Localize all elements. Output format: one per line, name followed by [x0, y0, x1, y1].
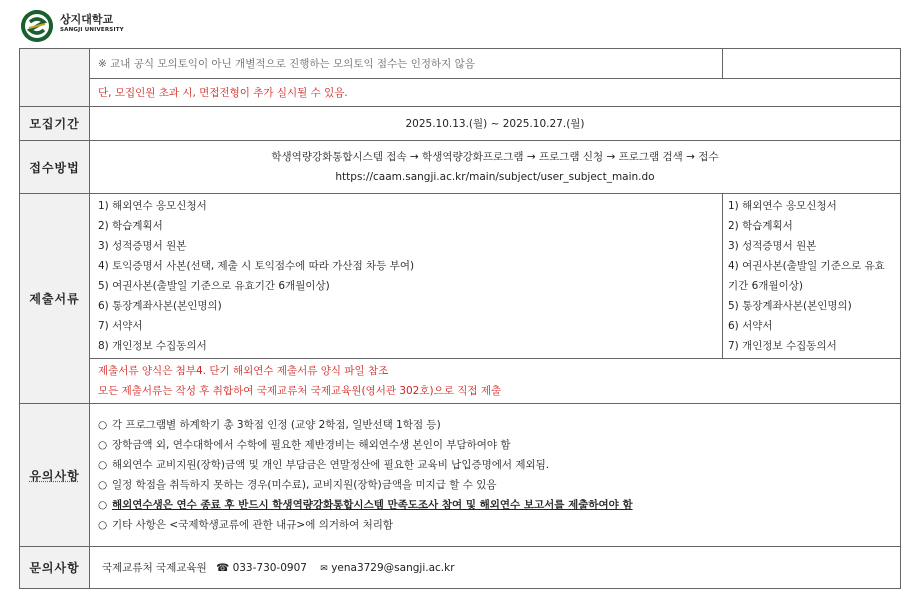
list-item: 3) 성적증명서 원본: [728, 240, 817, 252]
list-item: 5) 여권사본(출발일 기준으로 유효기간 6개월이상): [98, 280, 330, 292]
bullet-icon: ○: [98, 479, 108, 491]
documents-list-left: [90, 194, 723, 359]
recruitment-table: [19, 48, 901, 589]
bullet-icon: ○: [98, 439, 108, 451]
list-item: 7) 서약서: [98, 320, 143, 332]
documents-submit-note: 모든 제출서류는 작성 후 취합하여 국제교류처 국제교육원(영서관 302호)으로 직접 제출: [98, 385, 502, 397]
method-label: 접수방법: [20, 141, 90, 194]
university-name-en: SANGJI UNIVERSITY: [60, 27, 124, 33]
documents-label: 제출서류: [20, 194, 90, 404]
list-item: 기간 6개월이상): [728, 280, 803, 292]
period-value: 2025.10.13.(월) ~ 2025.10.27.(월): [90, 107, 901, 141]
logo-text: [60, 13, 124, 34]
list-item: ○ 각 프로그램별 하계학기 총 3학점 인정 (교양 2학점, 일반선택 1학점 등): [90, 415, 900, 435]
label-cell-empty: [20, 49, 90, 107]
list-item: 5) 통장계좌사본(본인명의): [728, 300, 852, 312]
contact-label: 문의사항: [20, 547, 90, 589]
table-row-note: [20, 49, 901, 79]
documents-list-right: [723, 194, 901, 359]
contact-office: 국제교류처 국제교육원: [102, 561, 207, 574]
table-row-documents: [20, 194, 901, 359]
list-item: ○ 해외연수생은 연수 종료 후 반드시 학생역량강화통합시스템 만족도조사 참여 및 해외연수 보고서를 제출하여야 함: [90, 495, 900, 515]
method-url[interactable]: https://caam.sangji.ac.kr/main/subject/user_subject_main.do: [335, 171, 655, 183]
contact-email[interactable]: yena3729@sangji.ac.kr: [331, 561, 455, 574]
table-row-notes: [20, 404, 901, 547]
notes-list: [90, 404, 901, 547]
contact-phone[interactable]: 033-730-0907: [232, 561, 307, 574]
interview-note: 단, 모집인원 초과 시, 면접전형이 추가 실시될 수 있음.: [98, 86, 348, 99]
phone-icon: ☎: [216, 561, 230, 574]
list-item: ○ 기타 사항은 <국제학생교류에 관한 내규>에 의거하여 처리함: [90, 515, 900, 535]
documents-form-note: 제출서류 양식은 첨부4. 단기 해외연수 제출서류 양식 파일 참조: [98, 365, 389, 377]
toeic-note: ※ 교내 공식 모의토익이 아닌 개별적으로 진행하는 모의토익 점수는 인정하지 않음: [98, 57, 475, 70]
bullet-icon: ○: [98, 419, 108, 431]
bullet-icon: ○: [98, 519, 108, 531]
list-item: 2) 학습계획서: [98, 220, 163, 232]
table-row-red-note: [20, 79, 901, 107]
bullet-icon: ○: [98, 499, 108, 511]
page-header: [0, 0, 920, 48]
list-item: 1) 해외연수 응모신청서: [98, 200, 207, 212]
method-steps: 학생역량강화통합시스템 접속 → 학생역량강화프로그램 → 프로그램 신청 → 프로그램 검색 → 접수: [271, 151, 719, 163]
list-item: ○ 일정 학점을 취득하지 못하는 경우(미수료), 교비지원(장학)금액을 미지급 할 수 있음: [90, 475, 900, 495]
contact-info: [90, 547, 901, 589]
university-name-ko: 상지대학교: [60, 13, 114, 26]
list-item: 6) 통장계좌사본(본인명의): [98, 300, 222, 312]
notes-label: [20, 404, 90, 547]
logo-emblem-icon: [21, 10, 53, 42]
table-row-method: [20, 141, 901, 194]
mail-icon: ✉: [320, 563, 328, 574]
list-item: 2) 학습계획서: [728, 220, 793, 232]
table-row-period: [20, 107, 901, 141]
list-item: 3) 성적증명서 원본: [98, 240, 187, 252]
university-logo: [21, 10, 53, 42]
list-item: 7) 개인정보 수집동의서: [728, 340, 837, 352]
list-item: 4) 토익증명서 사본(선택, 제출 시 토익점수에 따라 가산점 차등 부여): [98, 260, 415, 272]
notes-label-text: 유의사항: [29, 468, 80, 483]
list-item: 4) 여권사본(출발일 기준으로 유효: [728, 260, 885, 272]
list-item: ○ 해외연수 교비지원(장학)금액 및 개인 부담금은 연말정산에 필요한 교육비 납입증명에서 제외됨.: [90, 455, 900, 475]
list-item: ○ 장학금액 외, 연수대학에서 수학에 필요한 제반경비는 해외연수생 본인이 부담하여야 함: [90, 435, 900, 455]
table-row-documents-note: [20, 359, 901, 404]
period-label: 모집기간: [20, 107, 90, 141]
list-item: 6) 서약서: [728, 320, 773, 332]
list-item: 8) 개인정보 수집동의서: [98, 340, 207, 352]
table-row-contact: [20, 547, 901, 589]
bullet-icon: ○: [98, 459, 108, 471]
list-item: 1) 해외연수 응모신청서: [728, 200, 837, 212]
